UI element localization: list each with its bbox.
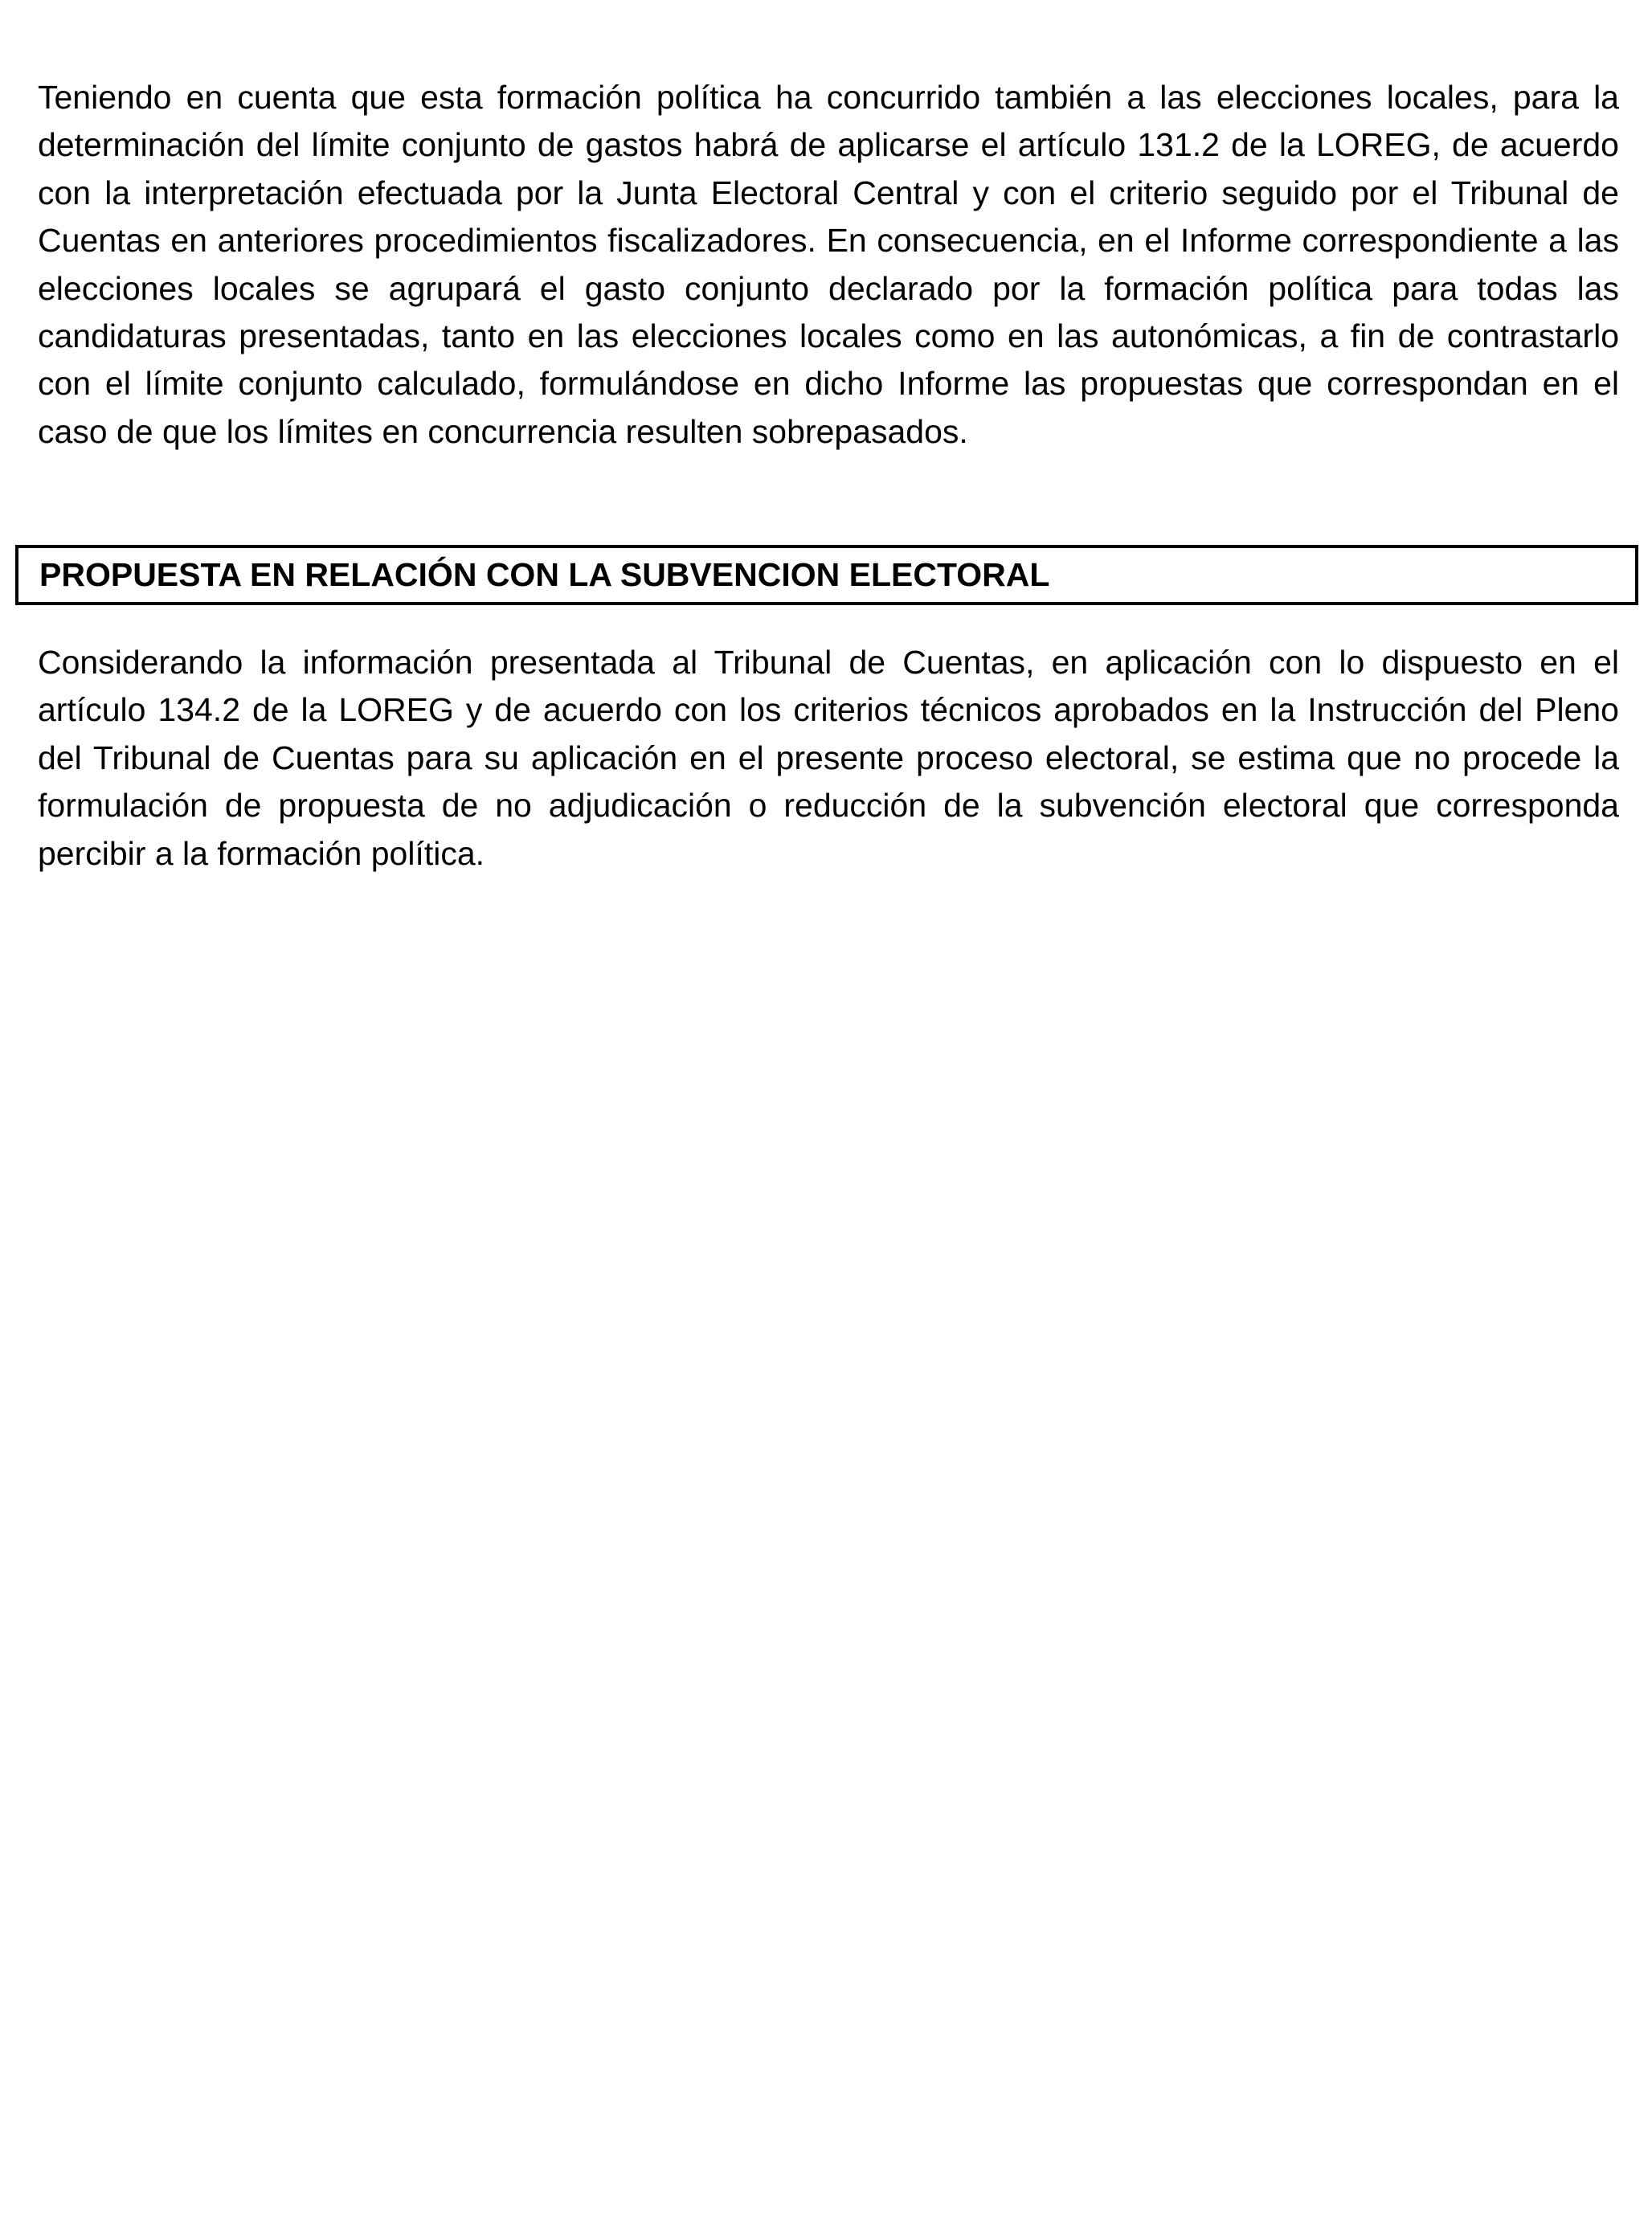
section-header-box [15,545,1638,605]
section-title: PROPUESTA EN RELACIÓN CON LA SUBVENCION ELECTORAL [39,556,1050,593]
paragraph-subvencion-electoral: Considerando la información presentada al Tribunal de Cuentas, en aplicación con lo dispuesto en el artículo 134.2 de la LOREG y de acuerdo con los criterios técnicos aprobados en la Instrucción del Pleno del Tribunal de Cuentas para su aplicación en el presente proceso electoral, se estima que no procede la formulación de propuesta de no adjudicación o reducción de la subvención electoral que corresponda percibir a la formación política. [38,644,1619,872]
paragraph-limite-conjunto: Teniendo en cuenta que esta formación política ha concurrido también a las elecciones locales, para la determinación del límite conjunto de gastos habrá de aplicarse el artículo 131.2 de la LOREG, de acuerdo con la interpretación efectuada por la Junta Electoral Central y con el criterio seguido por el Tribunal de Cuentas en anteriores procedimientos fiscalizadores. En consecuencia, en el Informe correspondiente a las elecciones locales se agrupará el gasto conjunto declarado por la formación política para todas las candidaturas presentadas, tanto en las elecciones locales como en las autonómicas, a fin de contrastarlo con el límite conjunto calculado, formulándose en dicho Informe las propuestas que correspondan en el caso de que los límites en concurrencia resulten sobrepasados. [38,79,1619,450]
